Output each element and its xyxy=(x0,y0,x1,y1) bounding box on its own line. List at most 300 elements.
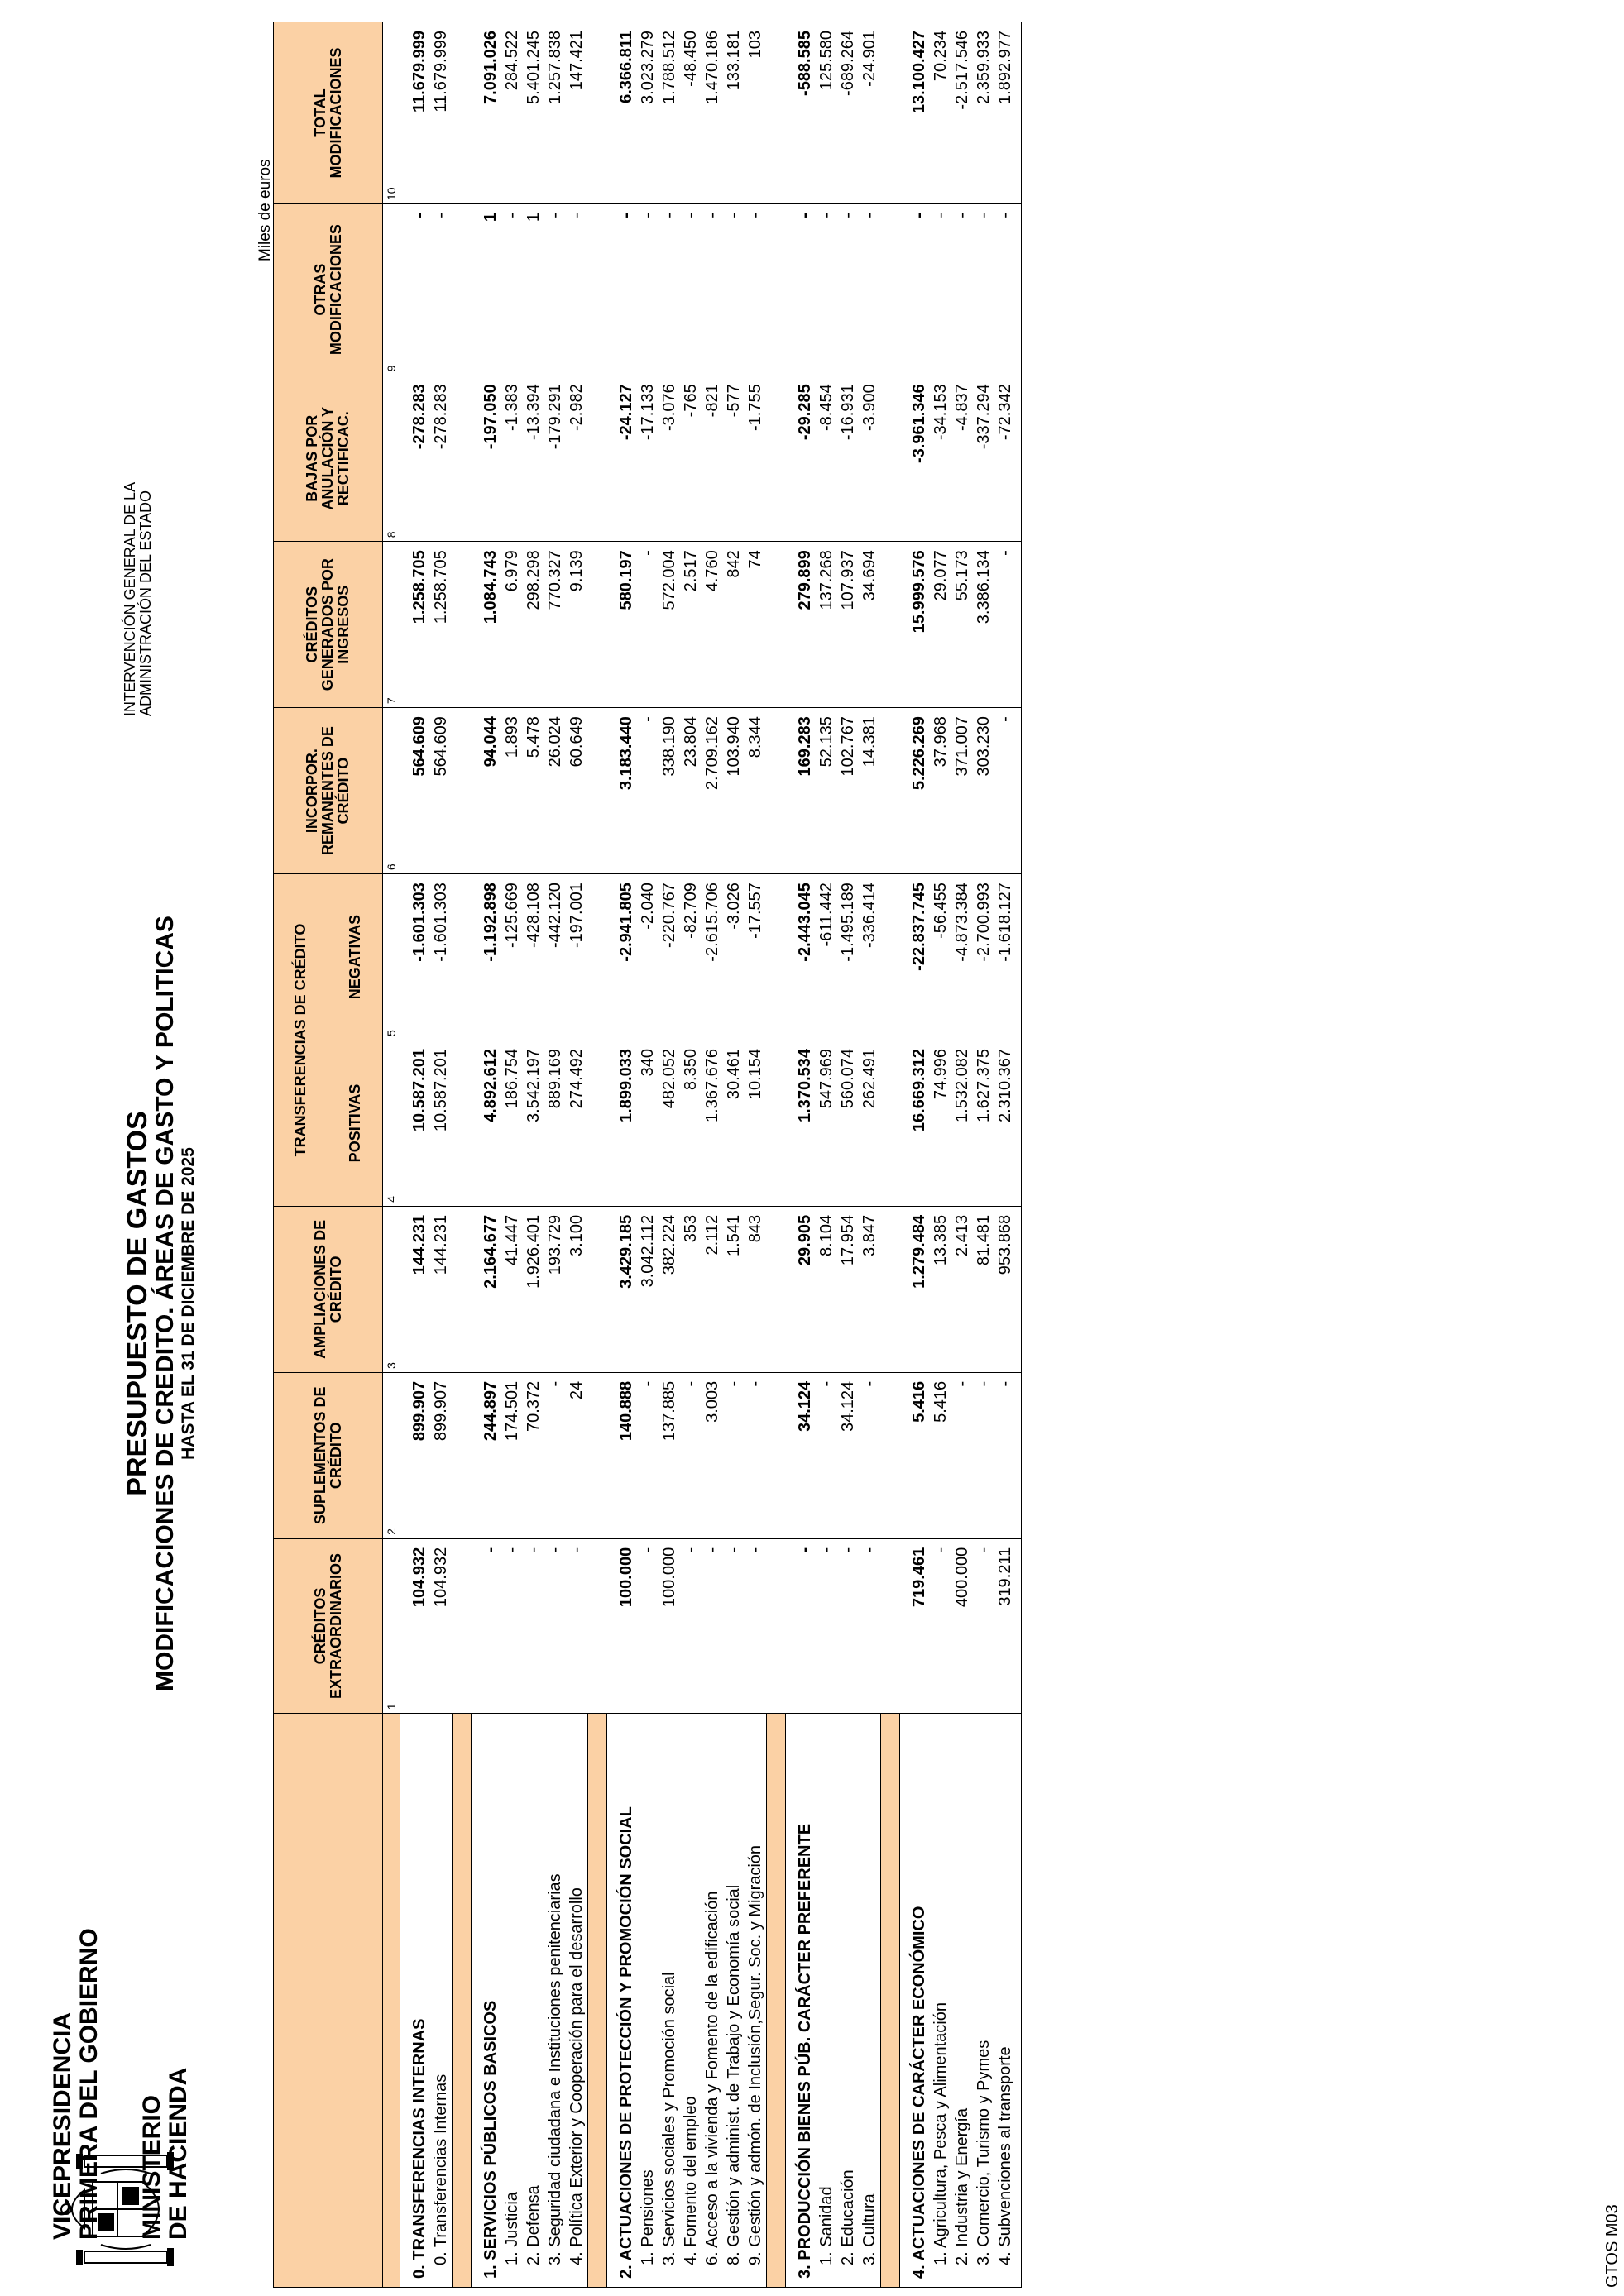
report-titles xyxy=(122,807,199,1800)
value-cell: -82.709 xyxy=(680,874,702,1040)
value-cell: 842 xyxy=(723,542,745,708)
value-cell: 144.231 xyxy=(400,1206,431,1372)
spacer-cell xyxy=(767,375,786,542)
value-cell: 3.042.112 xyxy=(637,1206,659,1372)
row-label: 9. Gestión y admón. de Inclusión,Segur. Soc. y Migración xyxy=(745,1714,767,2288)
value-cell: -2.941.805 xyxy=(607,874,638,1040)
value-cell: - xyxy=(816,1538,837,1714)
value-cell: - xyxy=(544,1538,566,1714)
value-cell: -3.900 xyxy=(859,375,881,542)
spacer-cell xyxy=(881,874,900,1040)
value-cell: 29.905 xyxy=(786,1206,817,1372)
value-cell: - xyxy=(745,204,767,375)
col-index: 9 xyxy=(383,204,400,375)
col-header-positive: POSITIVAS xyxy=(328,1040,383,1207)
policy-row xyxy=(994,22,1022,2288)
value-cell: -16.931 xyxy=(837,375,859,542)
value-cell: -2.040 xyxy=(637,874,659,1040)
value-cell: 719.461 xyxy=(900,1538,931,1714)
value-cell: -4.873.384 xyxy=(951,874,973,1040)
value-cell: -442.120 xyxy=(544,874,566,1040)
spacer-cell xyxy=(453,1206,472,1372)
spacer-cell xyxy=(881,1372,900,1538)
value-cell: -1.192.898 xyxy=(472,874,502,1040)
value-cell: 279.899 xyxy=(786,542,817,708)
value-cell: -1.495.189 xyxy=(837,874,859,1040)
value-cell: - xyxy=(566,204,588,375)
report-subtitle: MODIFICACIONES DE CREDITO. ÁREAS DE GASTO Y POLITICAS xyxy=(151,916,179,1691)
row-label: 6. Acceso a la vivienda y Fomento de la edificación xyxy=(702,1714,723,2288)
value-cell: 9.139 xyxy=(566,542,588,708)
value-cell: -588.585 xyxy=(786,22,817,204)
value-cell: 8.104 xyxy=(816,1206,837,1372)
policy-row xyxy=(637,22,659,2288)
value-cell: 2.310.367 xyxy=(994,1040,1022,1207)
value-cell: 70.234 xyxy=(930,22,951,204)
value-cell: 8.344 xyxy=(745,708,767,874)
value-cell: 103 xyxy=(745,22,767,204)
value-cell: 1.788.512 xyxy=(659,22,680,204)
report-date: HASTA EL 31 DE DICIEMBRE DE 2025 xyxy=(179,1147,198,1460)
value-cell: - xyxy=(786,204,817,375)
spacer-cell xyxy=(767,874,786,1040)
value-cell: 1.892.977 xyxy=(994,22,1022,204)
value-cell: -2.615.706 xyxy=(702,874,723,1040)
value-cell: 564.609 xyxy=(430,708,453,874)
value-cell: - xyxy=(859,204,881,375)
value-cell: - xyxy=(523,1538,544,1714)
value-cell: 1.926.401 xyxy=(523,1206,544,1372)
value-cell: 103.940 xyxy=(723,708,745,874)
value-cell: - xyxy=(900,204,931,375)
policy-row xyxy=(659,22,680,2288)
col-header-remnants: INCORPOR. REMANENTES DE CRÉDITO xyxy=(274,708,383,874)
value-cell: - xyxy=(680,1538,702,1714)
value-cell: -821 xyxy=(702,375,723,542)
value-cell: 899.907 xyxy=(430,1372,453,1538)
value-cell: 81.481 xyxy=(973,1206,994,1372)
spacer-cell xyxy=(881,1206,900,1372)
ministry-heading xyxy=(139,2068,192,2240)
row-label: 2. Industria y Energía xyxy=(951,1714,973,2288)
value-cell: - xyxy=(973,204,994,375)
value-cell: 34.124 xyxy=(786,1372,817,1538)
value-cell: 1.470.186 xyxy=(702,22,723,204)
value-cell: 770.327 xyxy=(544,542,566,708)
spacer-cell xyxy=(881,1538,900,1714)
area-total-row xyxy=(786,22,817,2288)
value-cell: 5.478 xyxy=(523,708,544,874)
value-cell: 560.074 xyxy=(837,1040,859,1207)
igae-line1: INTERVENCIÓN GENERAL DE LA xyxy=(122,481,138,716)
spacer-cell xyxy=(588,1372,607,1538)
spacer-cell xyxy=(453,1372,472,1538)
value-cell: 303.230 xyxy=(973,708,994,874)
value-cell: 137.885 xyxy=(659,1372,680,1538)
col-index: 5 xyxy=(383,874,400,1040)
value-cell: 94.044 xyxy=(472,708,502,874)
value-cell: - xyxy=(680,204,702,375)
value-cell: 140.888 xyxy=(607,1372,638,1538)
policy-row xyxy=(523,22,544,2288)
value-cell: -17.557 xyxy=(745,874,767,1040)
value-cell: 5.226.269 xyxy=(900,708,931,874)
spacer-cell xyxy=(767,22,786,204)
value-cell: 193.729 xyxy=(544,1206,566,1372)
value-cell: 14.381 xyxy=(859,708,881,874)
value-cell: 1.532.082 xyxy=(951,1040,973,1207)
value-cell: 3.003 xyxy=(702,1372,723,1538)
col-index: 3 xyxy=(383,1206,400,1372)
value-cell: -765 xyxy=(680,375,702,542)
value-cell: 1.370.534 xyxy=(786,1040,817,1207)
policy-row xyxy=(680,22,702,2288)
value-cell: - xyxy=(566,1538,588,1714)
value-cell: 13.385 xyxy=(930,1206,951,1372)
value-cell: 100.000 xyxy=(607,1538,638,1714)
value-cell: 564.609 xyxy=(400,708,431,874)
spacer-cell xyxy=(588,874,607,1040)
value-cell: 843 xyxy=(745,1206,767,1372)
value-cell: -4.837 xyxy=(951,375,973,542)
spacer-cell xyxy=(881,542,900,708)
value-cell: -611.442 xyxy=(816,874,837,1040)
row-label: 1. Justicia xyxy=(501,1714,523,2288)
value-cell: -197.001 xyxy=(566,874,588,1040)
col-index: 6 xyxy=(383,708,400,874)
policy-row xyxy=(816,22,837,2288)
spacer-cell xyxy=(453,1714,472,2288)
spacer-cell xyxy=(767,542,786,708)
value-cell: - xyxy=(859,1372,881,1538)
value-cell: 3.847 xyxy=(859,1206,881,1372)
value-cell: -3.961.346 xyxy=(900,375,931,542)
value-cell: 2.413 xyxy=(951,1206,973,1372)
value-cell: - xyxy=(973,1538,994,1714)
vicepresidency-line1: VICEPRESIDENCIA xyxy=(49,2011,76,2240)
value-cell: - xyxy=(837,1538,859,1714)
row-label: 8. Gestión y administ. de Trabajo y Economía social xyxy=(723,1714,745,2288)
units-label: Miles de euros xyxy=(256,159,274,261)
report-title: PRESUPUESTO DE GASTOS xyxy=(122,1111,153,1496)
value-cell: 16.669.312 xyxy=(900,1040,931,1207)
footer-code: GTOS M03 xyxy=(1603,2204,1622,2288)
value-cell: - xyxy=(994,708,1022,874)
spacer-cell xyxy=(881,1040,900,1207)
value-cell: 1.084.743 xyxy=(472,542,502,708)
value-cell: 1 xyxy=(472,204,502,375)
value-cell: 24 xyxy=(566,1372,588,1538)
value-cell: 1.279.484 xyxy=(900,1206,931,1372)
value-cell: -2.982 xyxy=(566,375,588,542)
row-label: 2. Educación xyxy=(837,1714,859,2288)
value-cell: 353 xyxy=(680,1206,702,1372)
value-cell: -125.669 xyxy=(501,874,523,1040)
value-cell: 319.211 xyxy=(994,1538,1022,1714)
value-cell: 5.416 xyxy=(900,1372,931,1538)
value-cell: 1.367.676 xyxy=(702,1040,723,1207)
value-cell: 60.649 xyxy=(566,708,588,874)
col-index: 4 xyxy=(383,1040,400,1207)
value-cell: - xyxy=(723,204,745,375)
value-cell: 169.283 xyxy=(786,708,817,874)
row-label: 3. Servicios sociales y Promoción social xyxy=(659,1714,680,2288)
value-cell: 3.183.440 xyxy=(607,708,638,874)
row-label: 4. Fomento del empleo xyxy=(680,1714,702,2288)
area-total-row xyxy=(607,22,638,2288)
value-cell: - xyxy=(702,204,723,375)
spacer-row xyxy=(588,22,607,2288)
value-cell: 3.429.185 xyxy=(607,1206,638,1372)
col-header-transfers: TRANSFERENCIAS DE CRÉDITO xyxy=(274,874,328,1207)
value-cell: 1.541 xyxy=(723,1206,745,1372)
value-cell: -13.394 xyxy=(523,375,544,542)
value-cell: 244.897 xyxy=(472,1372,502,1538)
value-cell: 899.907 xyxy=(400,1372,431,1538)
value-cell: -8.454 xyxy=(816,375,837,542)
value-cell: -336.414 xyxy=(859,874,881,1040)
modifications-table xyxy=(273,22,1022,2288)
value-cell: 547.969 xyxy=(816,1040,837,1207)
value-cell: -72.342 xyxy=(994,375,1022,542)
value-cell: 338.190 xyxy=(659,708,680,874)
spacer-row xyxy=(453,22,472,2288)
value-cell: 572.004 xyxy=(659,542,680,708)
policy-row xyxy=(973,22,994,2288)
spacer-cell xyxy=(767,1372,786,1538)
spacer-cell xyxy=(767,708,786,874)
value-cell: -689.264 xyxy=(837,22,859,204)
value-cell: 1.258.705 xyxy=(430,542,453,708)
ministry-line2: DE HACIENDA xyxy=(165,2067,192,2240)
value-cell: 34.694 xyxy=(859,542,881,708)
value-cell: 382.224 xyxy=(659,1206,680,1372)
value-cell: 7.091.026 xyxy=(472,22,502,204)
value-cell: 10.587.201 xyxy=(430,1040,453,1207)
row-label: 4. Subvenciones al transporte xyxy=(994,1714,1022,2288)
value-cell: -56.455 xyxy=(930,874,951,1040)
policy-row xyxy=(566,22,588,2288)
value-cell: - xyxy=(637,542,659,708)
value-cell: - xyxy=(816,1372,837,1538)
value-cell: -220.767 xyxy=(659,874,680,1040)
spacer-cell xyxy=(881,1714,900,2288)
value-cell: - xyxy=(637,1372,659,1538)
value-cell: - xyxy=(973,1372,994,1538)
col-header-negative: NEGATIVAS xyxy=(328,874,383,1040)
value-cell: -577 xyxy=(723,375,745,542)
value-cell: 1.627.375 xyxy=(973,1040,994,1207)
value-cell: 147.421 xyxy=(566,22,588,204)
value-cell: - xyxy=(544,204,566,375)
value-cell: 37.968 xyxy=(930,708,951,874)
spacer-cell xyxy=(588,708,607,874)
value-cell: -179.291 xyxy=(544,375,566,542)
value-cell: - xyxy=(723,1372,745,1538)
value-cell: 102.767 xyxy=(837,708,859,874)
value-cell: - xyxy=(472,1538,502,1714)
value-cell: - xyxy=(951,204,973,375)
value-cell: -24.127 xyxy=(607,375,638,542)
value-cell: - xyxy=(951,1372,973,1538)
value-cell: 74.996 xyxy=(930,1040,951,1207)
spacer-cell xyxy=(588,22,607,204)
value-cell: - xyxy=(816,204,837,375)
value-cell: 482.052 xyxy=(659,1040,680,1207)
value-cell: 4.892.612 xyxy=(472,1040,502,1207)
value-cell: 104.932 xyxy=(400,1538,431,1714)
col-header-extensions: AMPLIACIONES DE CRÉDITO xyxy=(274,1206,383,1372)
value-cell: 262.491 xyxy=(859,1040,881,1207)
value-cell: 889.169 xyxy=(544,1040,566,1207)
ministry-line1: MINISTERIO xyxy=(138,2094,165,2240)
value-cell: -278.283 xyxy=(430,375,453,542)
value-cell: 284.522 xyxy=(501,22,523,204)
spacer-cell xyxy=(588,204,607,375)
value-cell: 55.173 xyxy=(951,542,973,708)
row-label: 3. Cultura xyxy=(859,1714,881,2288)
value-cell: 125.580 xyxy=(816,22,837,204)
col-header-total: TOTAL MODIFICACIONES xyxy=(274,22,383,204)
value-cell: 400.000 xyxy=(951,1538,973,1714)
value-cell: -428.108 xyxy=(523,874,544,1040)
value-cell: -2.517.546 xyxy=(951,22,973,204)
value-cell: 953.868 xyxy=(994,1206,1022,1372)
policy-row xyxy=(859,22,881,2288)
policy-row xyxy=(745,22,767,2288)
igae-heading xyxy=(122,482,154,716)
value-cell: - xyxy=(745,1538,767,1714)
value-cell: -17.133 xyxy=(637,375,659,542)
spacer-cell xyxy=(588,1206,607,1372)
value-cell: - xyxy=(637,204,659,375)
spacer-cell xyxy=(767,1040,786,1207)
value-cell: 186.754 xyxy=(501,1040,523,1207)
value-cell: 41.447 xyxy=(501,1206,523,1372)
row-label: 0. Transferencias Internas xyxy=(430,1714,453,2288)
igae-line2: ADMINISTRACIÓN DEL ESTADO xyxy=(137,490,154,716)
value-cell: 1.899.033 xyxy=(607,1040,638,1207)
value-cell: 174.501 xyxy=(501,1372,523,1538)
policy-row xyxy=(702,22,723,2288)
value-cell: - xyxy=(637,1538,659,1714)
value-cell: 52.135 xyxy=(816,708,837,874)
header-blank-cell xyxy=(274,1714,383,2288)
value-cell: 23.804 xyxy=(680,708,702,874)
value-cell: -29.285 xyxy=(786,375,817,542)
spacer-cell xyxy=(453,874,472,1040)
value-cell: 3.386.134 xyxy=(973,542,994,708)
value-cell: 298.298 xyxy=(523,542,544,708)
value-cell: 2.359.933 xyxy=(973,22,994,204)
value-cell: - xyxy=(994,542,1022,708)
col-header-other: OTRAS MODIFICACIONES xyxy=(274,204,383,375)
row-label: 4. ACTUACIONES DE CARÁCTER ECONÓMICO xyxy=(900,1714,931,2288)
value-cell: 274.492 xyxy=(566,1040,588,1207)
row-label: 3. Comercio, Turismo y Pymes xyxy=(973,1714,994,2288)
value-cell: 100.000 xyxy=(659,1538,680,1714)
value-cell: -1.601.303 xyxy=(400,874,431,1040)
value-cell: 580.197 xyxy=(607,542,638,708)
spacer-cell xyxy=(588,1040,607,1207)
value-cell: -2.443.045 xyxy=(786,874,817,1040)
spacer-cell xyxy=(453,1538,472,1714)
col-index: 2 xyxy=(383,1372,400,1538)
value-cell: 29.077 xyxy=(930,542,951,708)
value-cell: -3.076 xyxy=(659,375,680,542)
value-cell: 6.979 xyxy=(501,542,523,708)
value-cell: - xyxy=(930,204,951,375)
value-cell: - xyxy=(994,1372,1022,1538)
value-cell: 11.679.999 xyxy=(430,22,453,204)
value-cell: - xyxy=(501,204,523,375)
value-cell: 5.401.245 xyxy=(523,22,544,204)
value-cell: 2.709.162 xyxy=(702,708,723,874)
value-cell: -48.450 xyxy=(680,22,702,204)
area-total-row xyxy=(472,22,502,2288)
value-cell: 3.100 xyxy=(566,1206,588,1372)
col-index: 1 xyxy=(383,1538,400,1714)
spacer-cell xyxy=(588,1538,607,1714)
value-cell: 144.231 xyxy=(430,1206,453,1372)
value-cell: 34.124 xyxy=(837,1372,859,1538)
value-cell: 340 xyxy=(637,1040,659,1207)
spacer-cell xyxy=(588,1714,607,2288)
value-cell: - xyxy=(723,1538,745,1714)
row-label: 1. Sanidad xyxy=(816,1714,837,2288)
vicepresidency-line2: PRIMERA DEL GOBIERNO xyxy=(75,1928,103,2240)
spacer-cell xyxy=(881,375,900,542)
value-cell: -337.294 xyxy=(973,375,994,542)
value-cell: 10.154 xyxy=(745,1040,767,1207)
value-cell: 11.679.999 xyxy=(400,22,431,204)
value-cell: -3.026 xyxy=(723,874,745,1040)
column-index-row xyxy=(383,22,400,2288)
col-index: 10 xyxy=(383,22,400,204)
area-total-row xyxy=(900,22,931,2288)
value-cell: -1.755 xyxy=(745,375,767,542)
index-blank-cell xyxy=(383,1714,400,2288)
value-cell: -1.618.127 xyxy=(994,874,1022,1040)
value-cell: 10.587.201 xyxy=(400,1040,431,1207)
value-cell: 133.181 xyxy=(723,22,745,204)
value-cell: 3.542.197 xyxy=(523,1040,544,1207)
value-cell: - xyxy=(745,1372,767,1538)
spacer-cell xyxy=(453,375,472,542)
value-cell: 2.112 xyxy=(702,1206,723,1372)
spacer-cell xyxy=(881,708,900,874)
spacer-cell xyxy=(453,22,472,204)
row-label: 0. TRANSFERENCIAS INTERNAS xyxy=(400,1714,431,2288)
value-cell: 26.024 xyxy=(544,708,566,874)
value-cell: 1.257.838 xyxy=(544,22,566,204)
value-cell: - xyxy=(430,204,453,375)
row-label: 2. ACTUACIONES DE PROTECCIÓN Y PROMOCIÓN SOCIAL xyxy=(607,1714,638,2288)
policy-row xyxy=(930,22,951,2288)
value-cell: -22.837.745 xyxy=(900,874,931,1040)
value-cell: 17.954 xyxy=(837,1206,859,1372)
row-label: 1. SERVICIOS PÚBLICOS BASICOS xyxy=(472,1714,502,2288)
spacer-cell xyxy=(767,1714,786,2288)
value-cell: -1.383 xyxy=(501,375,523,542)
value-cell: 1.258.705 xyxy=(400,542,431,708)
policy-row xyxy=(837,22,859,2288)
value-cell: 4.760 xyxy=(702,542,723,708)
value-cell: 137.268 xyxy=(816,542,837,708)
value-cell: 30.461 xyxy=(723,1040,745,1207)
value-cell: -1.601.303 xyxy=(430,874,453,1040)
value-cell: -2.700.993 xyxy=(973,874,994,1040)
